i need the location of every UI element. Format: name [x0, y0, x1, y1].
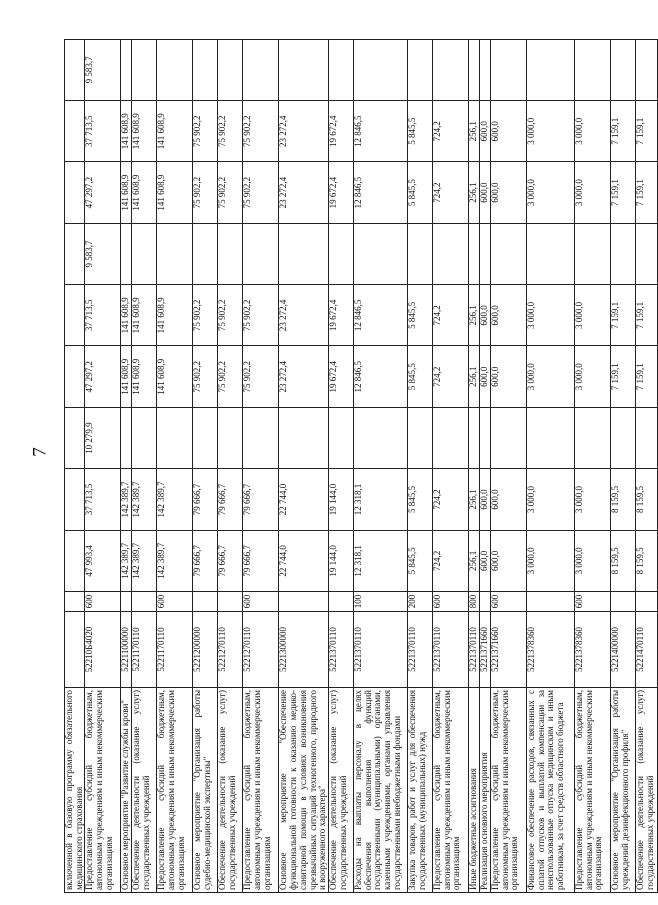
- amount-cell: 5 845,5: [408, 469, 433, 530]
- table-row: [491, 39, 527, 892]
- expense-type-code: 600: [157, 592, 193, 612]
- table-body: [65, 39, 658, 892]
- amount-cell: [329, 223, 354, 284]
- row-description: Предоставление субсидий бюджетным, автономным учреждениям и иным некоммерческим организациям: [575, 688, 611, 893]
- amount-cell: [575, 39, 611, 100]
- row-description: Закупка товаров, работ и услуг для обеспечения государственных (муниципальных) нужд: [408, 688, 433, 893]
- amount-cell: [193, 223, 218, 284]
- amount-cell: 3 000,0: [527, 346, 575, 407]
- amount-cell: [121, 223, 132, 284]
- table-row: [65, 39, 85, 892]
- amount-cell: 7 159,1: [636, 162, 658, 223]
- amount-cell: 256,1: [469, 346, 480, 407]
- amount-cell: [65, 162, 85, 223]
- amount-cell: 600,0: [491, 530, 527, 591]
- amount-cell: 142 389,7: [132, 530, 157, 591]
- amount-cell: 142 389,7: [157, 469, 193, 530]
- amount-cell: 3 000,0: [575, 530, 611, 591]
- amount-cell: 141 608,9: [121, 162, 132, 223]
- amount-cell: 142 389,7: [157, 530, 193, 591]
- amount-cell: 7 159,1: [611, 346, 636, 407]
- amount-cell: [218, 39, 243, 100]
- amount-cell: [636, 407, 658, 468]
- budget-classification-code: 5221200000: [193, 612, 218, 688]
- amount-cell: 141 608,9: [132, 285, 157, 346]
- amount-cell: 47 993,4: [85, 530, 121, 591]
- amount-cell: 79 666,7: [243, 530, 279, 591]
- amount-cell: 12 846,5: [354, 101, 408, 162]
- amount-cell: 141 608,9: [157, 101, 193, 162]
- expense-type-code: 800: [469, 592, 480, 612]
- row-description: Реализация основного мероприятия: [480, 688, 491, 893]
- amount-cell: [193, 407, 218, 468]
- amount-cell: 7 159,1: [611, 101, 636, 162]
- amount-cell: [193, 39, 218, 100]
- budget-classification-code: 5221378360: [527, 612, 575, 688]
- amount-cell: [433, 39, 469, 100]
- amount-cell: [65, 346, 85, 407]
- amount-cell: 3 000,0: [527, 101, 575, 162]
- amount-cell: 23 272,4: [279, 101, 329, 162]
- amount-cell: 12 318,1: [354, 469, 408, 530]
- amount-cell: [132, 407, 157, 468]
- amount-cell: 75 902,2: [218, 162, 243, 223]
- amount-cell: 23 272,4: [279, 162, 329, 223]
- amount-cell: 141 608,9: [121, 101, 132, 162]
- table-row: [469, 39, 480, 892]
- budget-classification-code: 5221400000: [611, 612, 636, 688]
- amount-cell: 47 297,2: [85, 162, 121, 223]
- amount-cell: [132, 223, 157, 284]
- table-row: [218, 39, 243, 892]
- amount-cell: 19 144,0: [329, 530, 354, 591]
- amount-cell: 141 608,9: [157, 285, 193, 346]
- amount-cell: [243, 223, 279, 284]
- amount-cell: 141 608,9: [157, 162, 193, 223]
- amount-cell: 8 159,5: [636, 469, 658, 530]
- amount-cell: [354, 223, 408, 284]
- amount-cell: [279, 407, 329, 468]
- rotated-table-container: [64, 41, 655, 893]
- table-row: [193, 39, 218, 892]
- amount-cell: 600,0: [480, 162, 491, 223]
- amount-cell: 10 279,9: [85, 407, 121, 468]
- amount-cell: 141 608,9: [121, 346, 132, 407]
- table-row: [243, 39, 279, 892]
- expense-type-code: 100: [354, 592, 408, 612]
- budget-classification-code: 5221300000: [279, 612, 329, 688]
- amount-cell: 3 000,0: [575, 469, 611, 530]
- expense-type-code: 600: [85, 592, 121, 612]
- amount-cell: [354, 407, 408, 468]
- amount-cell: [469, 407, 480, 468]
- amount-cell: [65, 101, 85, 162]
- amount-cell: 19 672,4: [329, 101, 354, 162]
- amount-cell: 37 713,5: [85, 469, 121, 530]
- table-row: [480, 39, 491, 892]
- expense-type-code: [193, 592, 218, 612]
- table-row: [575, 39, 611, 892]
- amount-cell: [65, 39, 85, 100]
- amount-cell: 256,1: [469, 469, 480, 530]
- amount-cell: 724,2: [433, 285, 469, 346]
- page-number: 7: [29, 447, 51, 457]
- amount-cell: [575, 223, 611, 284]
- amount-cell: 19 672,4: [329, 162, 354, 223]
- amount-cell: [157, 407, 193, 468]
- expense-type-code: [218, 592, 243, 612]
- amount-cell: [636, 39, 658, 100]
- amount-cell: 3 000,0: [575, 285, 611, 346]
- amount-cell: 12 846,5: [354, 346, 408, 407]
- amount-cell: 3 000,0: [575, 162, 611, 223]
- amount-cell: [121, 39, 132, 100]
- amount-cell: 5 845,5: [408, 162, 433, 223]
- amount-cell: 256,1: [469, 285, 480, 346]
- amount-cell: 141 608,9: [121, 285, 132, 346]
- row-description: Обеспечение деятельности (оказание услуг) государственных учреждений: [636, 688, 658, 893]
- budget-classification-code: 5221470110: [636, 612, 658, 688]
- budget-classification-code: 5221371660: [480, 612, 491, 688]
- expense-type-code: 600: [433, 592, 469, 612]
- row-description: Предоставление субсидий бюджетным, автономным учреждениям и иным некоммерческим организациям: [491, 688, 527, 893]
- amount-cell: 8 159,5: [636, 530, 658, 591]
- amount-cell: [527, 39, 575, 100]
- amount-cell: [636, 223, 658, 284]
- amount-cell: 75 902,2: [218, 346, 243, 407]
- amount-cell: 7 159,1: [636, 101, 658, 162]
- row-description: включенной в базовую программу обязательного медицинского страхования: [65, 688, 85, 893]
- amount-cell: 75 902,2: [243, 101, 279, 162]
- budget-classification-code: 5221170110: [132, 612, 157, 688]
- amount-cell: 37 713,5: [85, 285, 121, 346]
- budget-classification-code: 5221370110: [329, 612, 354, 688]
- amount-cell: 5 845,5: [408, 101, 433, 162]
- amount-cell: [65, 285, 85, 346]
- budget-classification-code: 5221371660: [491, 612, 527, 688]
- budget-classification-code: 5221370110: [433, 612, 469, 688]
- expense-type-code: [65, 592, 85, 612]
- amount-cell: 75 902,2: [243, 162, 279, 223]
- budget-classification-code: 5221370110: [408, 612, 433, 688]
- amount-cell: [408, 223, 433, 284]
- amount-cell: 7 159,1: [636, 346, 658, 407]
- expense-type-code: 600: [491, 592, 527, 612]
- table-row: [157, 39, 193, 892]
- table-row: [527, 39, 575, 892]
- amount-cell: 141 608,9: [132, 101, 157, 162]
- budget-classification-code: [65, 612, 85, 688]
- amount-cell: [611, 223, 636, 284]
- row-description: Предоставление субсидий бюджетным, автономным учреждениям и иным некоммерческим организациям: [85, 688, 121, 893]
- table-row: [354, 39, 408, 892]
- amount-cell: 12 846,5: [354, 162, 408, 223]
- amount-cell: 79 666,7: [218, 530, 243, 591]
- amount-cell: [491, 39, 527, 100]
- amount-cell: 22 744,0: [279, 469, 329, 530]
- row-description: Предоставление субсидий бюджетным, автономным учреждениям и иным некоммерческим организациям: [243, 688, 279, 893]
- amount-cell: 12 318,1: [354, 530, 408, 591]
- expense-type-code: 200: [408, 592, 433, 612]
- amount-cell: [329, 407, 354, 468]
- table-row: [408, 39, 433, 892]
- amount-cell: 37 713,5: [85, 101, 121, 162]
- amount-cell: 142 389,7: [121, 530, 132, 591]
- amount-cell: [121, 407, 132, 468]
- row-description: Основное мероприятие "Организация работы судебно-медицинской экспертизы": [193, 688, 218, 893]
- amount-cell: [433, 407, 469, 468]
- table-row: [433, 39, 469, 892]
- amount-cell: 7 159,1: [611, 285, 636, 346]
- budget-table: [64, 39, 658, 893]
- budget-classification-code: 5221270110: [243, 612, 279, 688]
- amount-cell: [408, 39, 433, 100]
- amount-cell: 3 000,0: [527, 530, 575, 591]
- amount-cell: 75 902,2: [193, 101, 218, 162]
- amount-cell: 79 666,7: [193, 469, 218, 530]
- expense-type-code: [611, 592, 636, 612]
- amount-cell: 79 666,7: [193, 530, 218, 591]
- amount-cell: [527, 223, 575, 284]
- amount-cell: [243, 39, 279, 100]
- expense-type-code: [329, 592, 354, 612]
- table-row: [121, 39, 132, 892]
- table-row: [636, 39, 658, 892]
- expense-type-code: 600: [575, 592, 611, 612]
- table-row: [85, 39, 121, 892]
- amount-cell: 8 159,5: [611, 530, 636, 591]
- amount-cell: 75 902,2: [243, 346, 279, 407]
- amount-cell: [65, 530, 85, 591]
- amount-cell: 3 000,0: [527, 469, 575, 530]
- budget-classification-code: 5221378360: [575, 612, 611, 688]
- amount-cell: 75 902,2: [218, 285, 243, 346]
- amount-cell: [408, 407, 433, 468]
- amount-cell: 600,0: [480, 101, 491, 162]
- amount-cell: [433, 223, 469, 284]
- amount-cell: 5 845,5: [408, 285, 433, 346]
- amount-cell: 600,0: [480, 346, 491, 407]
- amount-cell: 75 902,2: [193, 346, 218, 407]
- amount-cell: 142 389,7: [132, 469, 157, 530]
- expense-type-code: [132, 592, 157, 612]
- amount-cell: [480, 407, 491, 468]
- budget-classification-code: 5221170110: [157, 612, 193, 688]
- row-description: Финансовое обеспечение расходов, связанных с оплатой отпусков и выплатой компенсации за неиспользованные отпуска медицинским и иным работникам, за счет средств областного бюджета: [527, 688, 575, 893]
- amount-cell: 75 902,2: [243, 285, 279, 346]
- amount-cell: [354, 39, 408, 100]
- amount-cell: 22 744,0: [279, 530, 329, 591]
- row-description: Предоставление субсидий бюджетным, автономным учреждениям и иным некоммерческим организациям: [157, 688, 193, 893]
- amount-cell: [157, 39, 193, 100]
- amount-cell: 724,2: [433, 101, 469, 162]
- amount-cell: 7 159,1: [636, 285, 658, 346]
- amount-cell: 23 272,4: [279, 346, 329, 407]
- amount-cell: 9 583,7: [85, 223, 121, 284]
- amount-cell: [65, 469, 85, 530]
- amount-cell: 600,0: [480, 285, 491, 346]
- amount-cell: [469, 39, 480, 100]
- budget-classification-code: 52210Б4020: [85, 612, 121, 688]
- table-row: [279, 39, 329, 892]
- expense-type-code: [636, 592, 658, 612]
- amount-cell: 600,0: [491, 346, 527, 407]
- table-row: [132, 39, 157, 892]
- row-description: Расходы на выплаты персоналу в целях обеспечения выполнения функций государственными (муниципальными) органами, казенными учреждениями, органами управления государственными внебюджетными фондами: [354, 688, 408, 893]
- amount-cell: [575, 407, 611, 468]
- amount-cell: [157, 223, 193, 284]
- expense-type-code: [527, 592, 575, 612]
- amount-cell: 600,0: [480, 530, 491, 591]
- amount-cell: [611, 39, 636, 100]
- amount-cell: 23 272,4: [279, 285, 329, 346]
- row-description: Основное мероприятие "Организация работы учреждений дезинфекционного профиля": [611, 688, 636, 893]
- amount-cell: [279, 223, 329, 284]
- amount-cell: 256,1: [469, 530, 480, 591]
- amount-cell: 600,0: [491, 162, 527, 223]
- table-row: [329, 39, 354, 892]
- table-row: [611, 39, 636, 892]
- amount-cell: [279, 39, 329, 100]
- amount-cell: 141 608,9: [157, 346, 193, 407]
- budget-classification-code: 5221100000: [121, 612, 132, 688]
- row-description: Обеспечение деятельности (оказание услуг) государственных учреждений: [132, 688, 157, 893]
- amount-cell: 600,0: [491, 469, 527, 530]
- amount-cell: [218, 223, 243, 284]
- amount-cell: 3 000,0: [527, 285, 575, 346]
- amount-cell: 9 583,7: [85, 39, 121, 100]
- amount-cell: 256,1: [469, 162, 480, 223]
- amount-cell: 7 159,1: [611, 162, 636, 223]
- amount-cell: 724,2: [433, 162, 469, 223]
- amount-cell: 600,0: [480, 469, 491, 530]
- amount-cell: 19 144,0: [329, 469, 354, 530]
- amount-cell: 12 846,5: [354, 285, 408, 346]
- amount-cell: [132, 39, 157, 100]
- amount-cell: [329, 39, 354, 100]
- amount-cell: 75 902,2: [193, 162, 218, 223]
- row-description: Основное мероприятие "Развитие службы крови": [121, 688, 132, 893]
- row-description: Обеспечение деятельности (оказание услуг) государственных учреждений: [218, 688, 243, 893]
- amount-cell: [65, 407, 85, 468]
- amount-cell: 3 000,0: [527, 162, 575, 223]
- amount-cell: 3 000,0: [575, 346, 611, 407]
- amount-cell: 75 902,2: [193, 285, 218, 346]
- amount-cell: 8 159,5: [611, 469, 636, 530]
- amount-cell: [480, 223, 491, 284]
- amount-cell: 141 608,9: [132, 346, 157, 407]
- budget-classification-code: 5221370110: [469, 612, 480, 688]
- row-description: Основное мероприятие "Обеспечение функциональной готовности к оказанию медико-санитарной помощи в условиях возникновения чрезвычайных ситуаций техногенного, природного и вооруженного характера": [279, 688, 329, 893]
- amount-cell: [527, 407, 575, 468]
- expense-type-code: [121, 592, 132, 612]
- amount-cell: 79 666,7: [218, 469, 243, 530]
- expense-type-code: 600: [243, 592, 279, 612]
- amount-cell: 47 297,2: [85, 346, 121, 407]
- amount-cell: 724,2: [433, 469, 469, 530]
- amount-cell: 600,0: [491, 101, 527, 162]
- row-description: Обеспечение деятельности (оказание услуг) государственных учреждений: [329, 688, 354, 893]
- amount-cell: [218, 407, 243, 468]
- row-description: Иные бюджетные ассигнования: [469, 688, 480, 893]
- amount-cell: [480, 39, 491, 100]
- budget-classification-code: 5221270110: [218, 612, 243, 688]
- expense-type-code: [279, 592, 329, 612]
- amount-cell: 3 000,0: [575, 101, 611, 162]
- amount-cell: 79 666,7: [243, 469, 279, 530]
- amount-cell: 5 845,5: [408, 346, 433, 407]
- amount-cell: 5 845,5: [408, 530, 433, 591]
- amount-cell: 19 672,4: [329, 285, 354, 346]
- amount-cell: [243, 407, 279, 468]
- amount-cell: 19 672,4: [329, 346, 354, 407]
- amount-cell: 141 608,9: [132, 162, 157, 223]
- amount-cell: 724,2: [433, 530, 469, 591]
- row-description: Предоставление субсидий бюджетным, автономным учреждениям и иным некоммерческим организациям: [433, 688, 469, 893]
- amount-cell: [491, 407, 527, 468]
- amount-cell: 75 902,2: [218, 101, 243, 162]
- amount-cell: [65, 223, 85, 284]
- amount-cell: 142 389,7: [121, 469, 132, 530]
- expense-type-code: [480, 592, 491, 612]
- amount-cell: 256,1: [469, 101, 480, 162]
- amount-cell: [491, 223, 527, 284]
- amount-cell: 600,0: [491, 285, 527, 346]
- amount-cell: 724,2: [433, 346, 469, 407]
- amount-cell: [611, 407, 636, 468]
- amount-cell: [469, 223, 480, 284]
- budget-classification-code: 5221370110: [354, 612, 408, 688]
